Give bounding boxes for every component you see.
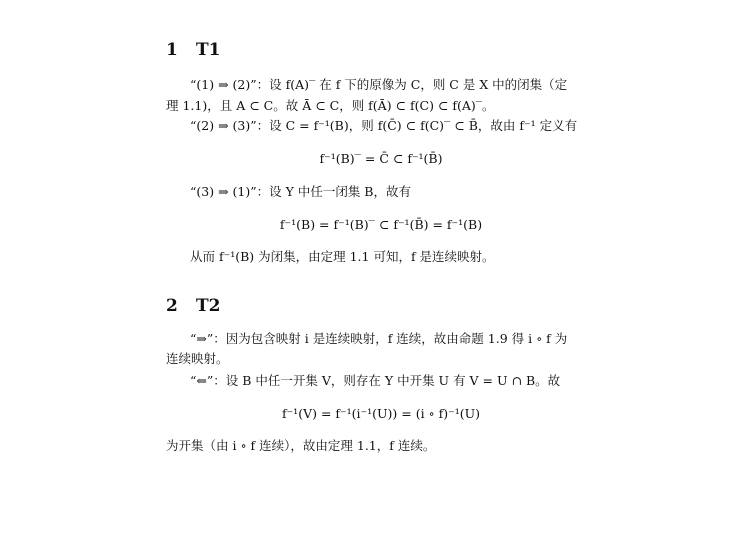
display-equation: f⁻¹(B)‾ = C̄ ⊂ f⁻¹(B̄) (319, 151, 443, 166)
display-equation: f⁻¹(B) = f⁻¹(B)‾ ⊂ f⁻¹(B̄) = f⁻¹(B) (279, 217, 483, 232)
display-equation: f⁻¹(V) = f⁻¹(i⁻¹(U)) = (i ∘ f)⁻¹(U) (281, 406, 481, 421)
paragraph-line: 为开集（由 i ∘ f 连续），故由定理 1.1，f 连续。 (166, 438, 436, 453)
paragraph-line: “⇐”：设 B 中任一开集 V，则存在 Y 中开集 U 有 V = U ∩ B。故 (190, 373, 561, 388)
section-number: 1 (166, 40, 178, 60)
paragraph-line: “(2) ⇒ (3)”：设 C = f⁻¹(B)，则 f(C̄) ⊂ f(C)‾ ⊂ B̄，故由 f⁻¹ 定义有 (190, 118, 578, 133)
paragraph-line: “⇒”：因为包含映射 i 是连续映射，f 连续，故由命题 1.9 得 i ∘ f 为 (190, 331, 568, 346)
section-heading-t2 (166, 296, 220, 316)
paragraph-line: 理 1.1)，且 A ⊂ C。故 Ā ⊂ C，则 f(Ā) ⊂ f(C) ⊂ f(A)‾。 (166, 98, 495, 113)
paragraph-line: “(1) ⇒ (2)”：设 f(A)‾ 在 f 下的原像为 C，则 C 是 X 中的闭集（定 (190, 77, 568, 92)
paragraph-line: 连续映射。 (166, 351, 229, 366)
paragraph-line: “(3) ⇒ (1)”：设 Y 中任一闭集 B，故有 (190, 184, 411, 199)
section-title: T2 (196, 296, 221, 316)
section-heading-t1 (166, 40, 220, 60)
section-title: T1 (196, 40, 221, 60)
section-number: 2 (166, 296, 178, 316)
paragraph-line: 从而 f⁻¹(B) 为闭集，由定理 1.1 可知，f 是连续映射。 (190, 249, 495, 264)
